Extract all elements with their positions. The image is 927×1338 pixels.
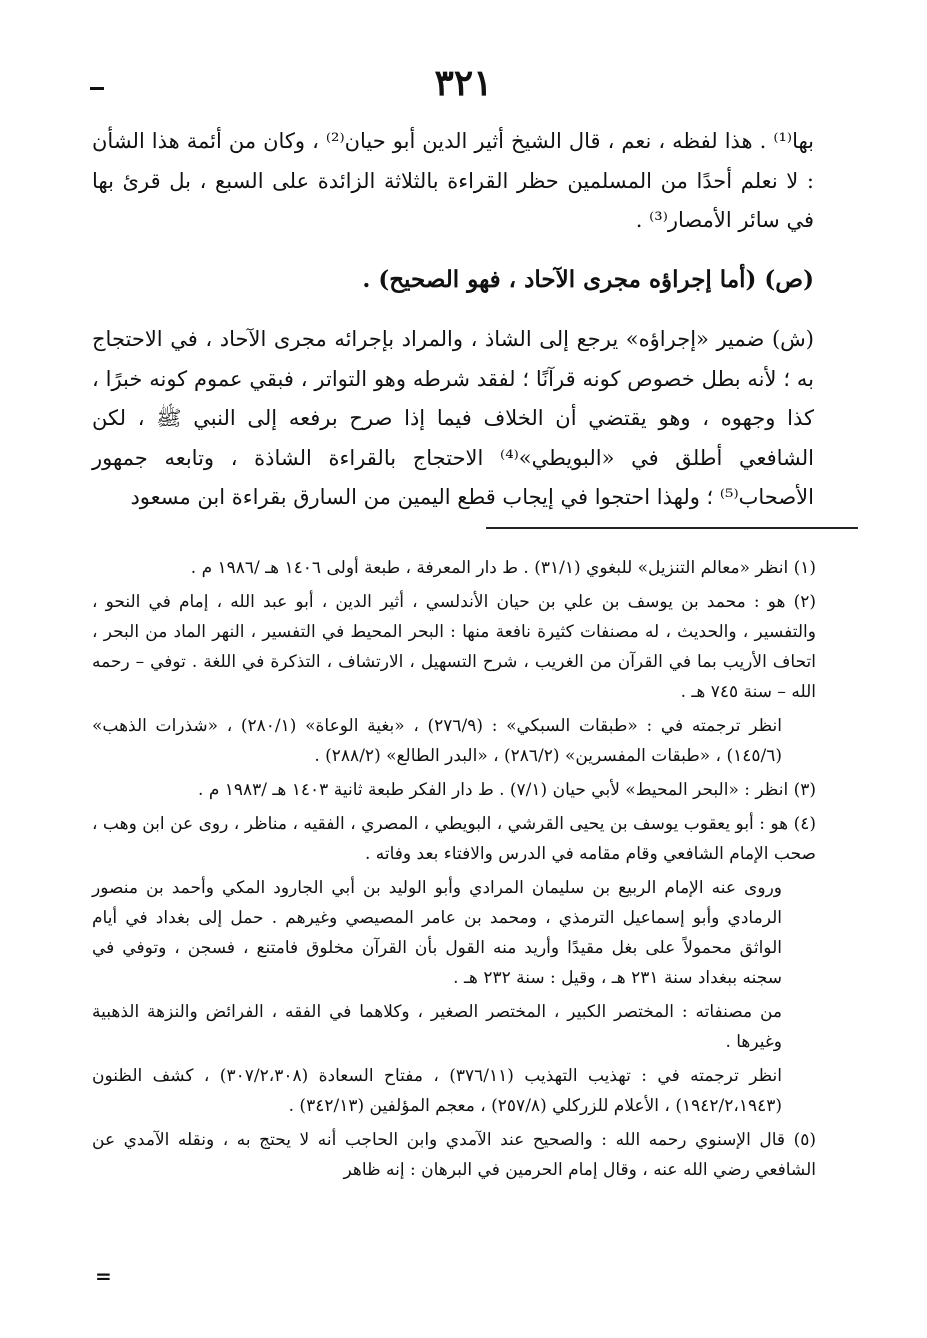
footnote-4: (٤) هو : أبو يعقوب يوسف بن يحيى القرشي ، البويطي ، المصري ، الفقيه ، مناظر ، روى عن ابن وهب ، صحب الإمام الشافعي وقام مقامه في الدرس والافتاء بعد وفاته . — [92, 814, 816, 864]
continuation-mark: = — [95, 1264, 112, 1288]
footnote-2-references: انظر ترجمته في : «طبقات السبكي» : (٢٧٦/٩) ، «بغية الوعاة» (٢٨٠/١) ، «شذرات الذهب» (١٤٥/٦) ، «طبقات المفسرين» (٢٨٦/٢) ، «البدر الطالع» (٢٨٨/٢) . — [92, 716, 782, 766]
footnote-3: (٣) انظر : «البحر المحيط» لأبي حيان (٧/١) . ط دار الفكر طبعة ثانية ١٤٠٣ هـ /١٩٨٣ م . — [198, 780, 816, 800]
paragraph-2: (ش) ضمير «إجراؤه» يرجع إلى الشاذ ، والمراد بإجرائه مجرى الآحاد ، في الاحتجاج به ؛ لأنه بطل خصوص كونه قرآنًا ؛ لفقد شرطه وهو التواتر ، فبقي عموم كونه خبرًا ، كذا وجهوه ، وهو يقتضي أن الخلاف فيما إذا صرح برفعه إلى النبي ﷺ ، لكن الشافعي أطلق في «البويطي»⁽⁴⁾ الاحتجاج بالقراءة الشاذة ، وتابعه جمهور الأصحاب⁽⁵⁾ ؛ ولهذا احتجوا في إيجاب قطع اليمين من السارق بقراءة ابن مسعود — [92, 327, 815, 509]
footnote-5: (٥) قال الإسنوي رحمه الله : والصحيح عند الآمدي وابن الحاجب أنه لا يحتج به ، ونقله الآمدي عن الشافعي رضي الله عنه ، وقال إمام الحرمين في البرهان : إنه ظاهر — [92, 1130, 816, 1180]
footnote-2: (٢) هو : محمد بن يوسف بن علي بن حيان الأندلسي ، أثير الدين ، أبو عبد الله ، إمام في النحو ، والتفسير ، والحديث ، له مصنفات كثيرة نافعة منها : البحر المحيط في التفسير ، النهر الماد من البحر ، اتحاف الأريب بما في القرآن من الغريب ، شرح التسهيل ، الارتشاف ، التذكرة في اللغة . توفي – رحمه الله – سنة ٧٤٥ هـ . — [92, 592, 816, 702]
commentary-block — [92, 320, 814, 518]
footnotes-section — [92, 553, 816, 1189]
matn-heading: (ص) (أما إجراؤه مجرى الآحاد ، فهو الصحيح) . — [362, 266, 814, 293]
footnote-separator — [486, 527, 858, 529]
footnote-4-works: من مصنفاته : المختصر الكبير ، المختصر الصغير ، وكلاهما في الفقه ، الفرائض والنزهة الذهبية وغيرها . — [92, 1002, 782, 1052]
main-text-block — [92, 122, 814, 241]
footnote-4-references: انظر ترجمته في : تهذيب التهذيب (٣٧٦/١١) ، مفتاح السعادة (٣٠٧/٢،٣٠٨) ، كشف الظنون (١٩٤٢/٢،١٩٤٣) ، الأعلام للزركلي (٢٥٧/٨) ، معجم المؤلفين (٣٤٢/١٣) . — [92, 1066, 782, 1116]
paragraph-1: بها⁽¹⁾ . هذا لفظه ، نعم ، قال الشيخ أثير الدين أبو حيان⁽²⁾ ، وكان من أئمة هذا الشأن : لا نعلم أحدًا من المسلمين حظر القراءة بالثلاثة الزائدة على السبع ، بل قرئ بها في سائر الأمصار⁽³⁾ . — [92, 129, 815, 232]
footnote-4-narrators: وروى عنه الإمام الربيع بن سليمان المرادي وأبو الوليد بن أبي الجارود المكي وأحمد بن منصور الرمادي وأبو إسماعيل الترمذي ، ومحمد بن عامر المصيصي وغيرهم . حمل إلى بغداد في أيام الواثق محمولاً على بغل مقيدًا وأريد منه القول بأن القرآن مخلوق فامتنع ، فسجن ، وتوفي في سجنه ببغداد سنة ٢٣١ هـ ، وقيل : سنة ٢٣٢ هـ . — [92, 878, 782, 988]
page-number: ٣٢١ — [434, 62, 493, 104]
footnote-1: (١) انظر «معالم التنزيل» للبغوي (٣١/١) . ط دار المعرفة ، طبعة أولى ١٤٠٦ هـ /١٩٨٦ م . — [190, 558, 816, 578]
